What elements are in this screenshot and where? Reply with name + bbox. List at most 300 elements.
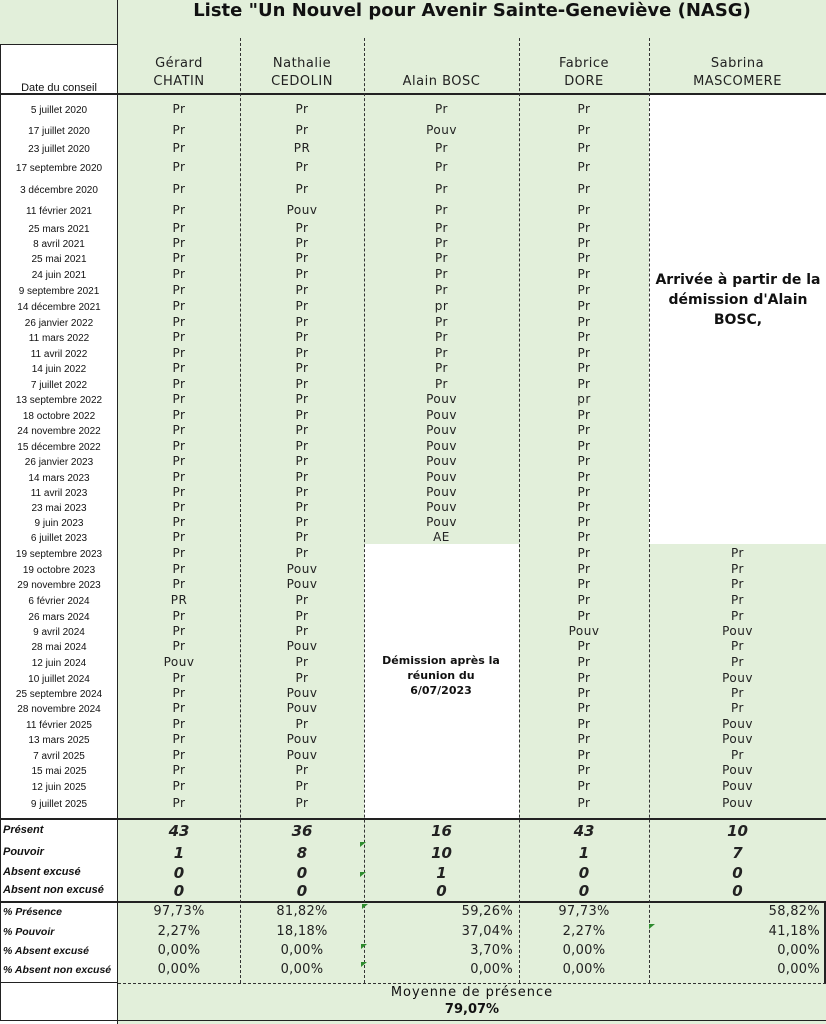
percent-rule [0,901,826,903]
percent-label: % Pouvoir [3,926,55,938]
attendance-cell: Pr [577,608,591,623]
table-row [0,178,826,201]
meeting-date: 23 mai 2023 [31,503,87,514]
totals-label: Absent non excusé [3,884,104,896]
attendance-cell: Pr [577,160,591,174]
attendance-cell: Pr [577,592,591,607]
attendance-cell: Pr [435,330,448,344]
attendance-cell: Pr [577,701,591,715]
table-row [0,98,826,120]
attendance-cell: Pr [172,203,186,217]
member-last-name: MASCOMERE [693,74,782,89]
attendance-cell: Pouv [426,469,457,484]
meeting-date: 28 novembre 2024 [17,704,101,715]
attendance-cell: Pr [731,686,744,700]
attendance-cell: Pr [435,141,448,155]
comment-marker-icon [361,944,367,949]
attendance-cell: Pr [172,251,186,265]
attendance-cell: Pr [577,796,591,810]
attendance-cell: Pr [577,122,591,137]
attendance-cell: Pr [577,485,591,499]
member-header [118,55,240,93]
attendance-cell: Pouv [426,500,457,514]
attendance-cell: Pr [295,530,309,544]
meeting-date: 17 septembre 2020 [15,163,103,174]
attendance-cell: Pr [577,298,591,313]
attendance-cell: Pr [172,670,186,685]
attendance-cell: Pr [172,778,186,793]
attendance-cell: Pr [577,423,591,437]
attendance-cell: Pouv [286,639,318,653]
attendance-cell: Pr [295,670,309,685]
totals-value: 1 [436,864,447,882]
attendance-cell: Pouv [426,438,457,453]
attendance-cell: Pr [577,747,591,762]
attendance-cell: Pr [172,577,186,591]
attendance-cell: Pr [435,267,448,281]
table-row [0,345,826,361]
percent-value: 0,00% [562,943,606,958]
attendance-cell: Pr [577,220,591,235]
percent-value: 59,26% [461,904,513,919]
attendance-cell: Pr [172,392,186,406]
percent-value: 2,27% [562,924,606,939]
table-row [0,716,826,732]
attendance-cell: Pr [172,561,186,576]
totals-label: Présent [3,824,44,836]
table-row [0,747,826,763]
attendance-cell: Pr [577,141,591,155]
member-last-name: CEDOLIN [271,74,333,89]
arrival-note: Arrivée à partir de la démission d'Alain BOSC, [655,272,821,328]
bottom-rule [0,1020,826,1021]
attendance-cell: Pouv [722,732,753,746]
attendance-cell: Pr [172,376,186,391]
attendance-cell: Pr [172,345,186,360]
attendance-cell: Pr [731,701,744,715]
percent-value: 97,73% [153,904,205,919]
attendance-cell: Pr [435,182,448,196]
attendance-cell: Pr [295,545,309,560]
table-row [0,577,826,592]
attendance-cell: Pr [172,423,186,437]
meeting-date: 11 mars 2022 [28,333,90,344]
meeting-date: 12 juin 2024 [31,657,87,669]
attendance-cell: Pouv [286,577,318,591]
column-divider [240,38,241,983]
attendance-cell: Pr [295,654,309,669]
attendance-cell: Pr [577,778,591,793]
meeting-date: 6 juillet 2023 [30,533,88,544]
attendance-cell: Pr [577,716,591,731]
table-row [0,500,826,515]
attendance-cell: Pr [731,654,744,669]
attendance-cell: Pr [295,298,309,313]
attendance-cell: Pr [577,515,591,529]
attendance-cell: Pr [731,561,744,576]
comment-marker-icon [362,904,368,909]
attendance-cell: Pr [295,182,309,196]
meeting-date: 5 juillet 2020 [30,104,88,116]
meeting-date: 12 juin 2025 [31,781,87,793]
attendance-cell: Pr [295,608,309,623]
table-row [0,778,826,794]
member-first-name: Sabrina [710,56,765,71]
member-header [364,55,519,93]
attendance-cell: PR [293,141,311,155]
attendance-cell: Pr [295,283,309,297]
attendance-cell: Pr [577,314,591,329]
table-row [0,592,826,608]
meeting-date: 24 novembre 2022 [17,426,101,437]
member-header [240,55,364,93]
meeting-date: 6 février 2024 [28,595,90,607]
totals-label: Pouvoir [3,846,44,858]
attendance-cell: Pr [435,314,448,329]
percent-value: 0,00% [280,962,324,977]
attendance-cell: Pr [172,701,186,715]
percent-value: 97,73% [558,904,610,919]
attendance-cell: Pr [577,345,591,360]
meeting-date: 14 mars 2023 [28,472,90,484]
table-row [0,763,826,778]
meeting-date: 9 juin 2023 [34,518,84,529]
meeting-date: 29 novembre 2023 [17,580,101,591]
totals-value: 1 [578,844,590,862]
attendance-cell: Pr [295,361,309,375]
attendance-cell: Pr [577,454,591,468]
table-row [0,485,826,500]
attendance-cell: Pouv [286,561,318,576]
meeting-date: 15 mai 2025 [31,766,87,777]
table-row [0,732,826,747]
meeting-date: 26 janvier 2023 [24,457,94,468]
attendance-cell: Pr [435,345,448,360]
column-divider [519,38,520,983]
totals-value: 0 [296,864,308,882]
attendance-cell: Pr [577,561,591,576]
totals-value: 0 [436,882,447,900]
average-divider [118,983,826,984]
page-title: Liste "Un Nouvel pour Avenir Sainte-Geneviève (NASG) [193,0,751,21]
attendance-cell: Pr [435,203,448,217]
attendance-cell: Pr [295,122,309,137]
meeting-date: 10 juillet 2024 [28,673,90,685]
attendance-cell: Pr [577,251,591,265]
totals-value: 43 [168,822,190,840]
table-row [0,157,826,178]
attendance-cell: Pouv [426,392,457,406]
percent-value: 0,00% [777,962,820,977]
attendance-cell: Pr [731,545,744,560]
meeting-date: 11 avril 2023 [30,488,88,499]
attendance-cell: Pr [577,530,591,544]
attendance-cell: Pr [295,407,309,422]
corner-rule [0,44,118,45]
attendance-cell: pr [434,298,449,313]
percent-value: 2,27% [157,924,201,939]
table-row [0,120,826,140]
totals-value: 0 [732,864,743,882]
attendance-cell: Pouv [722,796,753,810]
percent-value: 37,04% [461,924,513,939]
attendance-cell: Pr [172,220,186,235]
table-row [0,376,826,392]
comment-marker-icon [360,872,366,877]
meeting-date: 28 mai 2024 [31,642,87,653]
attendance-cell: Pr [295,392,309,406]
attendance-cell: Pr [731,639,744,653]
meeting-date: 15 décembre 2022 [17,441,101,453]
table-row [0,530,826,545]
attendance-cell: Pr [295,330,309,344]
table-row [0,236,826,251]
meeting-date: 25 septembre 2024 [15,689,103,700]
attendance-cell: Pr [172,530,186,544]
meeting-date: 8 avril 2021 [33,239,85,250]
attendance-cell: Pr [295,101,309,116]
attendance-cell: Pouv [286,701,318,715]
attendance-cell: Pr [577,361,591,375]
percent-label: % Présence [3,906,62,918]
meeting-date: 11 avril 2022 [30,348,88,360]
attendance-cell: Pr [295,763,309,777]
meeting-date: 9 septembre 2021 [18,286,100,297]
attendance-cell: Pr [435,236,448,250]
attendance-cell: Pr [172,236,186,250]
attendance-cell: Pouv [722,716,753,731]
attendance-cell: Pr [295,454,309,468]
table-row [0,140,826,157]
table-row [0,639,826,654]
attendance-cell: Pr [295,592,309,607]
meeting-date: 7 avril 2025 [33,750,85,762]
table-row [0,392,826,407]
attendance-cell: Pr [172,330,186,344]
table-row [0,794,826,813]
corner-cell [0,0,118,44]
percent-value: 0,00% [157,962,201,977]
header-rule [0,93,826,95]
table-row [0,624,826,639]
percent-value: 81,82% [276,904,328,919]
member-first-name: Gérard [155,56,203,71]
member-first-name [364,55,519,73]
attendance-cell: Pouv [426,407,457,422]
attendance-cell: Pouv [286,203,318,217]
attendance-cell: Pr [577,670,591,685]
table-row [0,361,826,376]
member-header [519,55,649,93]
attendance-cell: Pr [295,500,309,514]
attendance-cell: Pr [295,469,309,484]
meeting-date: 26 mars 2024 [28,611,90,623]
attendance-cell: Pr [295,485,309,499]
attendance-cell: Pouv [426,515,457,529]
attendance-cell: Pr [577,236,591,250]
average-value: 79,07% [444,1002,500,1017]
meeting-date: 23 juillet 2020 [28,144,90,155]
comment-marker-icon [361,962,367,967]
table-row [0,251,826,266]
table-row [0,608,826,624]
attendance-cell: Pouv [163,654,195,669]
member-header [649,55,826,93]
meeting-date: 9 avril 2024 [33,627,85,638]
meeting-date: 17 juillet 2020 [28,125,90,137]
attendance-cell: Pr [295,376,309,391]
comment-marker-icon [649,924,655,929]
totals-value: 0 [578,864,590,882]
meeting-date: 9 juillet 2025 [30,799,88,810]
attendance-cell: Pr [577,545,591,560]
table-row [0,469,826,485]
totals-value: 43 [573,822,595,840]
member-last-name: CHATIN [153,74,205,89]
attendance-cell: Pr [295,160,309,174]
table-row [0,423,826,438]
totals-value: 7 [732,844,743,862]
totals-value: 0 [578,882,590,900]
member-first-name: Fabrice [558,56,610,71]
member-first-name: Nathalie [272,56,332,71]
attendance-cell: Pr [295,314,309,329]
comment-marker-icon [360,842,366,847]
meeting-date: 24 juin 2021 [31,270,87,281]
attendance-cell: Pr [435,376,448,391]
attendance-cell: Pouv [426,485,457,499]
totals-value: 10 [431,844,452,862]
meeting-date: 19 octobre 2023 [22,564,96,576]
totals-value: 0 [173,864,185,882]
totals-value: 10 [727,822,748,840]
attendance-cell: Pr [172,485,186,499]
percent-value: 41,18% [768,924,820,939]
percent-value: 0,00% [157,943,201,958]
percent-value: 58,82% [768,904,820,919]
resignation-note: Démission après la réunion du 6/07/2023 [382,654,500,697]
attendance-cell: Pr [172,469,186,484]
attendance-cell: Pr [435,283,448,297]
percent-value: 0,00% [470,962,513,977]
attendance-cell: Pr [577,763,591,777]
attendance-cell: Pr [435,361,448,375]
percent-label: % Absent non excusé [3,964,112,976]
table-row [0,561,826,577]
attendance-cell: Pr [577,182,591,196]
attendance-cell: Pr [172,160,186,174]
attendance-cell: Pr [172,101,186,116]
attendance-cell: Pouv [286,732,318,746]
attendance-cell: Pouv [286,747,318,762]
attendance-cell: Pr [172,407,186,422]
attendance-cell: Pr [295,778,309,793]
attendance-cell: Pr [577,376,591,391]
meeting-date: 19 septembre 2023 [15,548,103,560]
meeting-date: 13 septembre 2022 [15,395,103,406]
attendance-cell: Pr [172,639,186,653]
attendance-cell: Pr [172,314,186,329]
average-label: Moyenne de présence [390,985,554,1000]
table-row [0,201,826,220]
attendance-cell: Pr [577,283,591,297]
attendance-cell: Pr [172,361,186,375]
attendance-cell: Pr [172,454,186,468]
attendance-cell: Pr [172,732,186,746]
attendance-cell: Pr [172,608,186,623]
attendance-cell: Pr [577,407,591,422]
totals-value: 36 [291,822,313,840]
meeting-date: 25 mai 2021 [31,254,87,265]
meeting-date: 7 juillet 2022 [30,379,88,391]
attendance-cell: Pr [295,267,309,281]
attendance-cell: Pr [435,101,448,116]
attendance-cell: AE [433,530,450,544]
attendance-cell: Pr [577,732,591,746]
attendance-cell: Pouv [426,122,457,137]
totals-value: 8 [296,844,308,862]
meeting-date: 18 octobre 2022 [22,410,96,422]
attendance-cell: Pr [731,592,744,607]
attendance-cell: Pouv [286,686,318,700]
attendance-cell: Pr [577,500,591,514]
table-row [0,701,826,716]
attendance-cell: Pr [577,686,591,700]
meeting-date: 25 mars 2021 [28,223,90,235]
totals-label: Absent excusé [3,866,81,878]
meeting-date: 3 décembre 2020 [20,185,98,196]
attendance-cell: Pr [295,345,309,360]
table-row [0,438,826,454]
outer-left-border [0,44,1,1020]
attendance-cell: Pr [172,438,186,453]
attendance-cell: Pr [295,423,309,437]
percent-value: 0,00% [562,962,606,977]
attendance-cell: Pr [731,608,744,623]
table-row [0,220,826,236]
attendance-cell: Pr [172,686,186,700]
attendance-cell: Pr [172,624,186,638]
attendance-cell: Pr [172,122,186,137]
attendance-cell: Pr [172,267,186,281]
attendance-cell: Pr [295,438,309,453]
percent-value: 18,18% [276,924,328,939]
attendance-cell: Pr [295,716,309,731]
attendance-cell: Pr [577,654,591,669]
attendance-cell: Pr [172,545,186,560]
attendance-cell: Pr [577,639,591,653]
left-border [117,0,118,1024]
attendance-cell: Pr [577,577,591,591]
totals-value: 1 [173,844,185,862]
meeting-date: 14 décembre 2021 [17,301,101,313]
attendance-cell: Pr [435,160,448,174]
date-header: Date du conseil [21,82,97,94]
attendance-cell: Pr [172,141,186,155]
meeting-date: 13 mars 2025 [28,735,90,746]
percent-label: % Absent excusé [3,945,89,957]
attendance-cell: Pr [172,283,186,297]
attendance-cell: Pr [295,220,309,235]
table-row [0,407,826,423]
table-row [0,515,826,530]
attendance-cell: Pouv [426,454,457,468]
totals-rule [0,818,826,820]
attendance-cell: Pouv [568,624,600,638]
attendance-cell: Pr [172,182,186,196]
table-row [0,330,826,345]
attendance-cell: Pr [295,236,309,250]
